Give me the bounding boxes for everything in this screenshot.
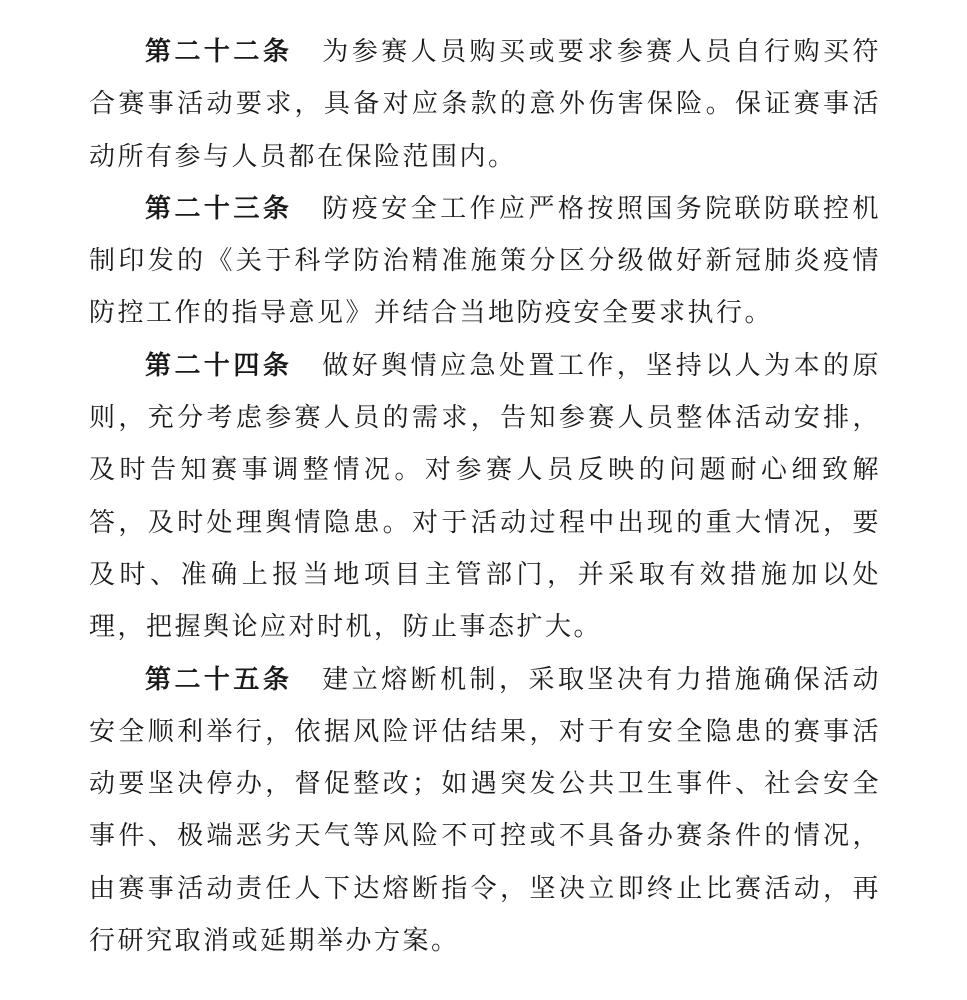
article-24 [89,340,881,654]
document-page [89,26,881,967]
article-text: 做好舆情应急处置工作，坚持以人为本的原则，充分考虑参赛人员的需求，告知参赛人员整体活动安排，及时告知赛事调整情况。对参赛人员反映的问题耐心细致解答，及时处理舆情隐患。对于活动过程中出现的重大情况，要及时、准确上报当地项目主管部门，并采取有效措施加以处理，把握舆论应对时机，防止事态扩大。 [89,350,881,643]
article-title: 第二十三条 [145,193,293,224]
article-title: 第二十四条 [145,350,293,381]
article-text: 建立熔断机制，采取坚决有力措施确保活动安全顺利举行，依据风险评估结果，对于有安全隐患的赛事活动要坚决停办，督促整改；如遇突发公共卫生事件、社会安全事件、极端恶劣天气等风险不可控或不具备办赛条件的情况，由赛事活动责任人下达熔断指令，坚决立即终止比赛活动，再行研究取消或延期举办方案。 [89,664,881,957]
article-text: 为参赛人员购买或要求参赛人员自行购买符合赛事活动要求，具备对应条款的意外伤害保险。保证赛事活动所有参与人员都在保险范围内。 [89,37,881,172]
article-22 [89,26,881,183]
article-23 [89,183,881,340]
article-text: 防疫安全工作应严格按照国务院联防联控机制印发的《关于科学防治精准施策分区分级做好新冠肺炎疫情防控工作的指导意见》并结合当地防疫安全要求执行。 [89,193,881,329]
article-25 [89,654,881,968]
article-title: 第二十五条 [145,664,293,695]
article-title: 第二十二条 [145,37,293,67]
